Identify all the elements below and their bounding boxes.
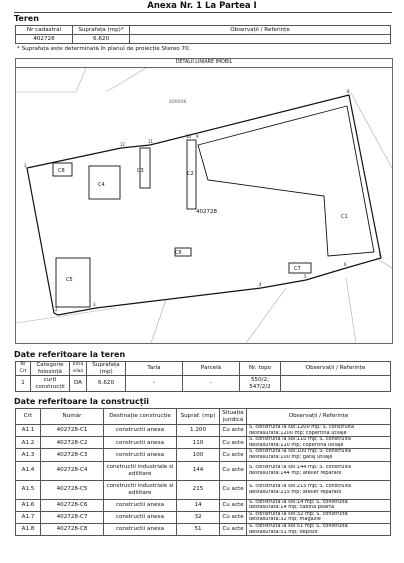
cell-categorie: curți construcții [31,376,70,392]
cell-nr-cadastral: 402728 [16,35,73,44]
cell-crt: A1.5 [16,480,41,499]
constructii-heading: Date referitoare la construcții [14,397,150,406]
cell-destinatie: constructii anexa [104,437,177,449]
cell-supraf: 1.200 [177,425,220,437]
teren-table [15,25,391,44]
obs-line: S. construita la sol:110 mp; S. construita [249,437,351,443]
cell-destinatie: constructii anexa [104,499,177,511]
col-parcela: Parcelă [183,362,240,376]
cell-numar: 402728-C8 [41,523,104,535]
cell-destinatie: constructii anexa [104,523,177,535]
table-row [16,480,391,499]
parcel-label: 402728 [196,209,217,215]
col-categorie: Categorie folosință [31,362,70,376]
cell-situatie: Cu acte [220,437,247,449]
obs-line: desfasurata:215 mp; atelier reparatii [249,489,342,495]
cell-intravilan: DA [70,376,87,392]
obs-line: S. construita la sol:1200 mp; S. construita [249,425,355,430]
col-tarla: Tarla [126,362,183,376]
obs-line: desfasurata:14 mp; cabina poarta [249,505,335,511]
cell-observatii-teren [281,376,391,392]
cell-observatii-constr [247,437,391,449]
obs-line: S. construita la sol:100 mp; S. construita [249,449,351,455]
label-c5: C5 [66,277,73,283]
cell-observatii-constr [247,461,391,480]
label-c8: C8 [58,168,65,174]
cell-observatii-constr [247,480,391,499]
col-suprafata-teren: Suprafața (mp) [87,362,126,376]
vertex-9: 9 [196,134,199,139]
cell-supraf: 110 [177,437,220,449]
vertex-11: 11 [148,139,154,144]
label-c2: C2 [187,171,194,177]
obs-line: desfasurata:100 mp; garaj utilaje [249,454,333,460]
table-row [16,449,391,461]
table-row [16,523,391,535]
cell-supraf: 51 [177,523,220,535]
col-observatii-constr: Observații / Referințe [247,409,391,425]
cell-crt: A1.1 [16,425,41,437]
cell-observatii-constr [247,511,391,523]
cell-tarla: - [126,376,183,392]
col-nr-topo: Nr. topo [240,362,281,376]
cell-suprafata: 6.620 [73,35,130,44]
table-row [16,425,391,437]
cell-crt: A1.6 [16,499,41,511]
table-row [16,511,391,523]
cell-numar: 402728-C6 [41,499,104,511]
cell-supraf: 14 [177,499,220,511]
cell-numar: 402728-C7 [41,511,104,523]
obs-line: S. construita la sol:144 mp; S. construita [249,464,351,470]
obs-line: desfasurata:32 mp; magazie [249,517,321,523]
cell-observatii-constr [247,523,391,535]
cell-crt: A1.2 [16,437,41,449]
vertex-10: 10 [186,134,192,139]
obs-line: desfasurata:144 mp; atelier reparatii [249,470,342,476]
label-c1: C1 [341,214,348,220]
cell-situatie: Cu acte [220,480,247,499]
title-divider [14,12,392,13]
cell-situatie: Cu acte [220,523,247,535]
cell-crt: A1.4 [16,461,41,480]
cell-suprafata-teren: 6.620 [87,376,126,392]
cell-observatii-constr [247,449,391,461]
cell-observatii-constr [247,425,391,437]
label-c4: C4 [98,182,105,188]
col-supraf: Supraf. (mp) [177,409,220,425]
vertex-3: 3 [93,302,96,307]
teren-ref-table [15,361,391,392]
label-c6: C6 [175,250,182,256]
vertex-5: 5 [304,274,307,279]
page-title: Anexa Nr. 1 La Partea I [147,1,257,11]
table-row [16,437,391,449]
obs-line: desfasurata:1200 mp; copertina utilaje [249,430,347,436]
obs-line: desfasurata:51 mp; depozit [249,529,319,535]
col-destinatie: Destinație construcție [104,409,177,425]
cell-supraf: 215 [177,480,220,499]
col-numar: Număr [41,409,104,425]
teren-ref-heading: Date referitoare la teren [14,350,126,359]
label-c7: C7 [294,266,301,272]
vertex-4: 4 [259,282,262,287]
obs-line: S. construita la sol:32 mp; S. construita [249,511,348,517]
vertex-6: 6 [344,262,347,267]
cell-destinatie: constructii industriale si edilitare [104,480,177,499]
constructii-table [15,408,391,536]
cell-situatie: Cu acte [220,499,247,511]
cell-numar: 402728-C3 [41,449,104,461]
label-c3: C3 [137,168,144,174]
neighbor-label: 400008 [169,100,187,105]
cell-supraf: 100 [177,449,220,461]
obs-line: desfasurata:110 mp; copertina utilaje [249,442,344,448]
cell-numar: 402728-C1 [41,425,104,437]
cell-destinatie: constructii anexa [104,511,177,523]
teren-heading: Teren [14,14,39,23]
obs-line: S. construita la sol:51 mp; S. construita [249,523,348,529]
obs-line: S. construita la sol:14 mp; S. construita [249,499,348,505]
cell-nr-crt: 1 [16,376,31,392]
cell-observatii-constr [247,499,391,511]
cell-nr-topo: 550/2; 547/2/2 [240,376,281,392]
cell-numar: 402728-C5 [41,480,104,499]
cell-destinatie: constructii industriale si edilitare [104,461,177,480]
cell-destinatie: constructii anexa [104,425,177,437]
cell-crt: A1.7 [16,511,41,523]
cell-crt: A1.3 [16,449,41,461]
cell-parcela: - [183,376,240,392]
cell-crt: A1.8 [16,523,41,535]
vertex-7: 7 [378,252,381,257]
vertex-2: 2 [55,307,58,312]
vertex-12: 12 [120,142,126,147]
cell-destinatie: constructii anexa [104,449,177,461]
col-situatie: Situație juridică [220,409,247,425]
col-observatii: Observații / Referințe [130,26,391,35]
col-crt: Crt [16,409,41,425]
col-nr-cadastral: Nr cadastral [16,26,73,35]
cell-situatie: Cu acte [220,425,247,437]
col-intravilan: Intra vilan [70,362,87,376]
parcel-boundary [27,95,381,315]
table-row [16,499,391,511]
col-suprafata: Suprafața (mp)* [73,26,130,35]
cell-numar: 402728-C4 [41,461,104,480]
cell-numar: 402728-C2 [41,437,104,449]
cell-supraf: 32 [177,511,220,523]
map-heading: DETALII LINIARE IMOBIL [16,59,392,68]
cell-situatie: Cu acte [220,511,247,523]
map-drawing [16,68,392,343]
col-observatii-teren: Observații / Referințe [281,362,391,376]
projection-note: * Suprafața este determinată în planul de proiecție Stereo 70. [17,46,191,52]
cell-observatii [130,35,391,44]
vertex-8: 8 [347,89,350,94]
parcel-map [15,58,393,344]
vertex-1: 1 [24,163,27,168]
col-nr-crt: Nr Crt [16,362,31,376]
cell-supraf: 144 [177,461,220,480]
table-row [16,461,391,480]
cell-situatie: Cu acte [220,461,247,480]
obs-line: S. construita la sol:215 mp; S. construita [249,483,351,489]
cell-situatie: Cu acte [220,449,247,461]
